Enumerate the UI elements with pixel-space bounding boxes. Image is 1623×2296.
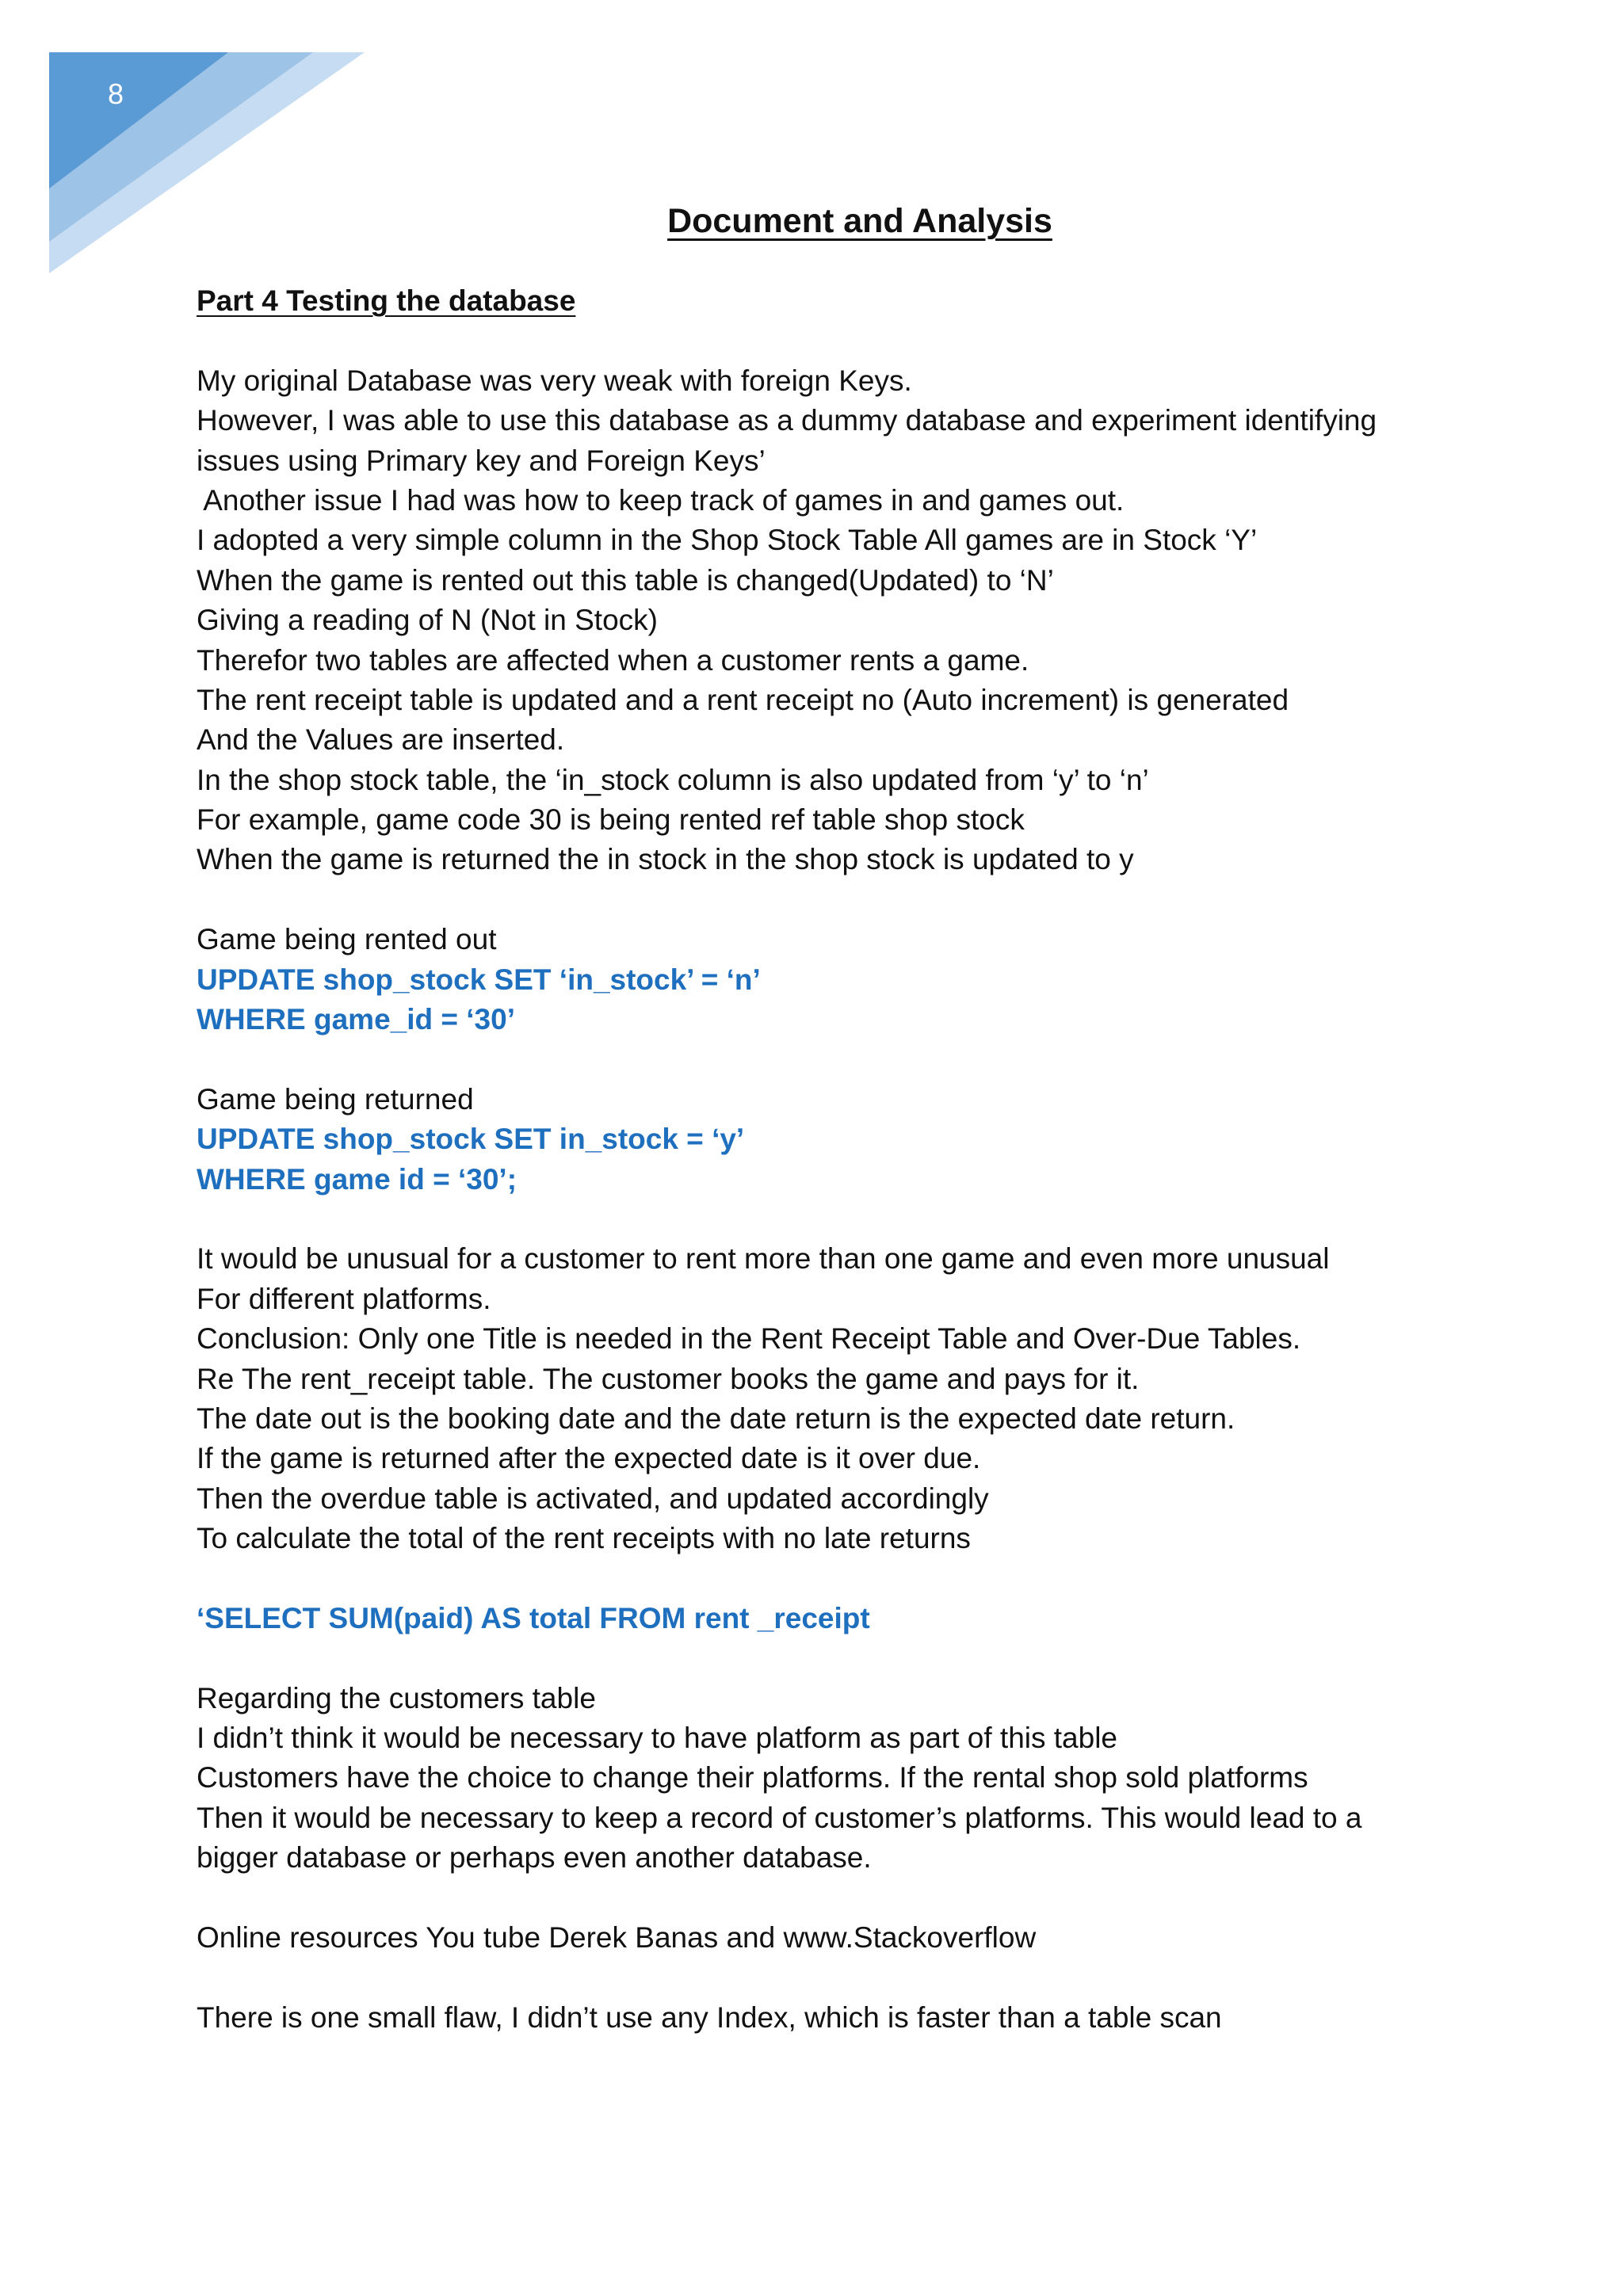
spacer [197,1039,1504,1079]
resources-line: Online resources You tube Derek Banas and www.Stackoverflow [197,1921,1037,1955]
sql-statement: UPDATE shop_stock SET ‘in_stock’ = ‘n’ [197,963,761,996]
document-title: Document and Analysis [667,202,1052,240]
paragraph-line: For different platforms. [197,1282,491,1315]
paragraph-line: In the shop stock table, the ‘in_stock column is also updated from ‘y’ to ‘n’ [197,763,1149,796]
paragraph-line: Conclusion: Only one Title is needed in the Rent Receipt Table and Over-Due Tables. [197,1322,1301,1356]
spacer [197,1559,1504,1599]
paragraph-line: Then it would be necessary to keep a record of customer’s platforms. This would lead to a [197,1801,1362,1834]
paragraph-line: For example, game code 30 is being rented ref table shop stock [197,803,1025,837]
flaw-line: There is one small flaw, I didn’t use any Index, which is faster than a table scan [197,2000,1222,2034]
paragraph-line: When the game is rented out this table is changed(Updated) to ‘N’ [197,563,1054,597]
paragraph-line: The date out is the booking date and the date return is the expected date return. [197,1402,1235,1435]
section-heading: Part 4 Testing the database [197,284,576,317]
spacer [197,1958,1504,1997]
sql-statement: WHERE game id = ‘30’; [197,1162,517,1196]
paragraph-line: I adopted a very simple column in the Shop Stock Table All games are in Stock ‘Y’ [197,524,1258,557]
sql-statement: UPDATE shop_stock SET in_stock = ‘y’ [197,1123,745,1156]
paragraph-line: When the game is returned the in stock in the shop stock is updated to y [197,843,1134,876]
paragraph-line: Giving a reading of N (Not in Stock) [197,604,658,637]
paragraph-line: It would be unusual for a customer to rent more than one game and even more unusual [197,1242,1330,1276]
page-number: 8 [108,78,124,110]
paragraph-line: My original Database was very weak with foreign Keys. [197,364,912,397]
paragraph-line: bigger database or perhaps even another database. [197,1841,872,1875]
spacer [197,1199,1504,1239]
paragraph-line: And the Values are inserted. [197,723,565,757]
spacer [197,880,1504,920]
returned-label: Game being returned [197,1082,474,1116]
paragraph-line: I didn’t think it would be necessary to have platform as part of this table [197,1722,1118,1755]
rented-label: Game being rented out [197,923,497,956]
paragraph-line: To calculate the total of the rent receipts with no late returns [197,1522,971,1555]
paragraph-line: Re The rent_receipt table. The customer books the game and pays for it. [197,1362,1140,1395]
spacer [197,321,1504,360]
paragraph-line: Another issue I had was how to keep track of games in and games out. [197,483,1125,517]
sql-statement: WHERE game_id = ‘30’ [197,1003,515,1036]
paragraph-line: Regarding the customers table [197,1681,596,1714]
paragraph-line: Customers have the choice to change their platforms. If the rental shop sold platforms [197,1761,1308,1794]
sql-statement: ‘SELECT SUM(paid) AS total FROM rent _receipt [197,1601,870,1634]
paragraph-line: Then the overdue table is activated, and updated accordingly [197,1482,989,1515]
paragraph-line: issues using Primary key and Foreign Keys’ [197,444,766,477]
paragraph-line: The rent receipt table is updated and a rent receipt no (Auto increment) is generated [197,683,1289,716]
paragraph-line: Therefor two tables are affected when a customer rents a game. [197,643,1029,677]
paragraph-line: However, I was able to use this database as a dummy database and experiment identifying [197,404,1377,437]
spacer [197,1878,1504,1918]
spacer [197,1638,1504,1678]
paragraph-line: If the game is returned after the expected date is it over due. [197,1442,981,1475]
document-body [197,281,1504,2038]
